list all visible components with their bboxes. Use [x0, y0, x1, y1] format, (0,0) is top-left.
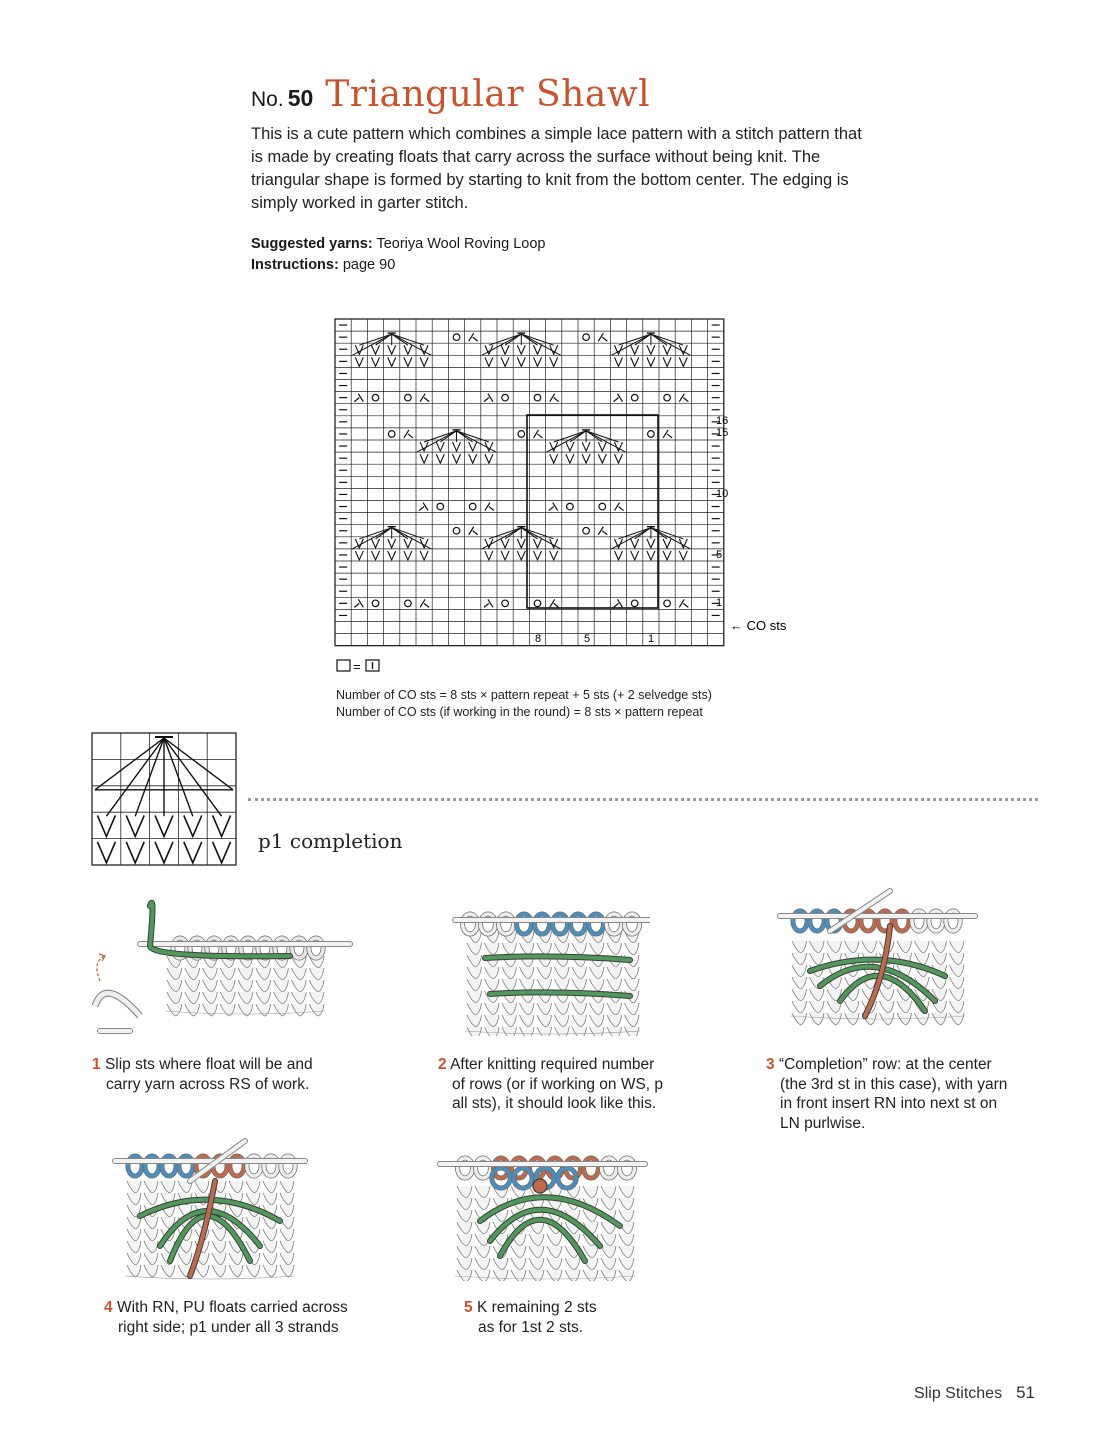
yarn-over-icon	[534, 394, 541, 401]
section-name: Slip Stitches	[914, 1385, 1003, 1402]
step-4-illustration	[110, 1136, 310, 1281]
technique-title: p1 completion	[258, 829, 403, 853]
co-sts-label: ← CO sts	[730, 618, 787, 633]
row-label-5: 5	[716, 549, 723, 561]
direction-arrow-icon	[97, 956, 105, 981]
suggested-yarns-value: Teoriya Wool Roving Loop	[376, 236, 546, 252]
instructions-line	[251, 255, 545, 276]
step-5-caption: 5 K remaining 2 sts as for 1st 2 sts.	[464, 1299, 597, 1336]
step-number: 2	[438, 1056, 447, 1073]
step-3-caption: 3 “Completion” row: at the center (the 3rd st in this case), with yarn in front insert RN into next st on LN purlwise.	[766, 1056, 1008, 1132]
pattern-number-label: No.	[251, 88, 284, 111]
row-label-1: 1	[716, 597, 723, 609]
instructions-link[interactable]: page 90	[342, 256, 396, 273]
intro-paragraph: This is a cute pattern which combines a simple lace pattern with a stitch pattern that is made by creating floats that carry across the surface without being knit. The triangular shape is formed by starting to knit from the bottom center. The edging is simply worked in garter stitch.	[251, 125, 862, 212]
pattern-number: 50	[287, 85, 314, 111]
yarn-over-icon	[372, 600, 379, 607]
yarn-over-icon	[469, 503, 476, 510]
yarn-over-icon	[648, 431, 655, 438]
yarn-over-icon	[388, 431, 395, 438]
step-4-caption: 4 With RN, PU floats carried across right side; p1 under all 3 strands	[104, 1299, 348, 1336]
legend-equals: =	[353, 659, 361, 673]
row-label-15: 15	[716, 427, 729, 439]
chart-grid	[335, 319, 724, 646]
suggested-yarns-line	[251, 234, 545, 255]
col-label-1: 1	[648, 633, 655, 645]
row-label-10: 10	[716, 488, 729, 500]
yarn-over-icon	[405, 394, 412, 401]
step-5-illustration	[435, 1146, 650, 1281]
page-footer	[914, 1383, 1035, 1403]
instructions-label: Instructions:	[251, 256, 339, 273]
co-notes	[336, 687, 712, 721]
yarn-over-icon	[453, 527, 460, 534]
step-number: 3	[766, 1056, 775, 1073]
page-header	[251, 74, 650, 115]
step-2-illustration	[450, 906, 650, 1036]
yarn-over-icon	[631, 394, 638, 401]
yarn-over-icon	[631, 600, 638, 607]
page-number: 51	[1016, 1383, 1035, 1402]
dotted-divider	[248, 798, 1038, 801]
pattern-meta	[251, 234, 545, 275]
legend-symbols	[336, 659, 388, 673]
yarn-over-icon	[567, 503, 574, 510]
yarn-over-icon	[437, 503, 444, 510]
row-label-16: 16	[716, 415, 729, 427]
yarn-over-icon	[534, 600, 541, 607]
step-number: 4	[104, 1299, 113, 1316]
yarn-over-icon	[372, 394, 379, 401]
yarn-over-icon	[502, 600, 509, 607]
yarn-over-icon	[664, 600, 671, 607]
knitting-chart	[330, 312, 800, 647]
step-number: 5	[464, 1299, 473, 1316]
step-3-illustration	[770, 886, 980, 1036]
yarn-over-icon	[518, 431, 525, 438]
yarn-over-icon	[453, 334, 460, 341]
step-1-caption: 1 Slip sts where float will be and carry yarn across RS of work.	[92, 1056, 313, 1093]
empty-square-icon	[337, 660, 350, 671]
yarn-over-icon	[599, 503, 606, 510]
step-1-illustration	[80, 886, 360, 1036]
co-note-2: Number of CO sts (if working in the round) = 8 sts × pattern repeat	[336, 705, 703, 719]
suggested-yarns-label: Suggested yarns:	[251, 236, 373, 252]
yarn-over-icon	[583, 334, 590, 341]
step-2-caption: 2 After knitting required number of rows (or if working on WS, p all sts), it should look like this.	[438, 1056, 664, 1112]
yarn-over-icon	[583, 527, 590, 534]
page-title: Triangular Shawl	[325, 74, 651, 115]
yarn-over-icon	[502, 394, 509, 401]
col-label-5: 5	[584, 633, 591, 645]
yarn-over-icon	[405, 600, 412, 607]
step-number: 1	[92, 1056, 101, 1073]
col-label-8: 8	[535, 633, 542, 645]
yarn-over-icon	[664, 394, 671, 401]
chart-legend	[336, 659, 388, 676]
co-note-1: Number of CO sts = 8 sts × pattern repeat + 5 sts (+ 2 selvedge sts)	[336, 688, 712, 702]
p1-completion-symbol	[90, 731, 240, 869]
